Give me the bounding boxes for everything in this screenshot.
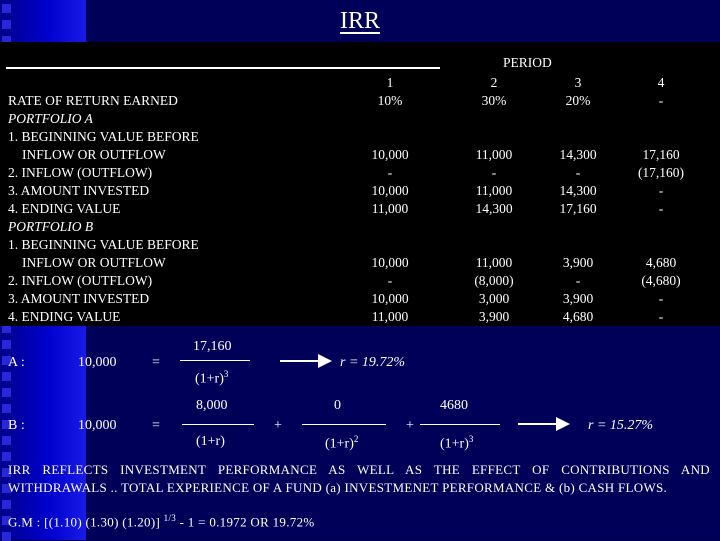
portfolio-b-inflow-p4: (4,680) — [641, 273, 681, 288]
decorative-square — [2, 340, 11, 349]
portfolio-a-ending-p1: 11,000 — [371, 201, 409, 216]
formula-b-result: r = 15.27% — [588, 418, 654, 433]
decorative-square — [2, 436, 11, 445]
formula-a-exponent: 3 — [223, 369, 229, 379]
table-top-rule — [6, 67, 440, 69]
period-1-header: 1 — [386, 75, 394, 90]
portfolio-b-inflow-p1: - — [387, 273, 393, 288]
portfolio-a-invested-p4: - — [658, 183, 664, 198]
gm-suffix: - 1 = 0.1972 OR 19.72% — [176, 514, 315, 530]
portfolio-b-row-4-label: 4. ENDING VALUE — [8, 309, 121, 324]
decorative-square — [2, 500, 11, 509]
formula-a-numerator: 17,160 — [193, 339, 232, 354]
rate-period-3: 20% — [565, 93, 591, 108]
portfolio-b-row-2-label: 2. INFLOW (OUTFLOW) — [8, 273, 153, 288]
formula-b-term2-numerator: 0 — [334, 398, 341, 413]
arrow-right-icon — [518, 415, 570, 433]
formula-b-label: B : — [8, 418, 25, 433]
portfolio-a-invested-p1: 10,000 — [371, 183, 409, 198]
portfolio-a-ending-p3: 17,160 — [559, 201, 597, 216]
decorative-square — [2, 372, 11, 381]
portfolio-b-ending-p3: 4,680 — [562, 309, 594, 324]
period-3-header: 3 — [574, 75, 582, 90]
portfolio-b-beginning-p2: 11,000 — [475, 255, 513, 270]
arrow-right-icon — [280, 352, 332, 370]
formula-a-present-value: 10,000 — [78, 355, 117, 370]
rate-period-4: - — [658, 93, 664, 108]
portfolio-b-invested-p1: 10,000 — [371, 291, 409, 306]
portfolio-b-row-1-label: 1. BEGINNING VALUE BEFORE — [8, 237, 199, 252]
portfolio-b-beginning-p4: 4,680 — [645, 255, 677, 270]
decorative-square — [2, 388, 11, 397]
formula-b-term2-exponent: 2 — [353, 434, 359, 444]
portfolio-a-beginning-p2: 11,000 — [475, 147, 513, 162]
portfolio-a-beginning-p1: 10,000 — [371, 147, 409, 162]
portfolio-a-label: PORTFOLIO A — [8, 111, 93, 126]
portfolio-b-label: PORTFOLIO B — [8, 219, 94, 234]
portfolio-b-row-1-label-cont: INFLOW OR OUTFLOW — [22, 255, 166, 270]
portfolio-a-inflow-p2: - — [491, 165, 497, 180]
formula-a-denominator-group — [195, 369, 228, 388]
formula-b-term3-bar — [420, 424, 500, 425]
formula-b-plus-1: + — [274, 418, 282, 433]
portfolio-a-ending-p2: 14,300 — [475, 201, 513, 216]
portfolio-b-invested-p3: 3,900 — [562, 291, 594, 306]
portfolio-a-row-1-label: 1. BEGINNING VALUE BEFORE — [8, 129, 199, 144]
formula-b-equals: = — [152, 418, 160, 433]
portfolio-a-ending-p4: - — [658, 201, 664, 216]
formula-b-term3-exponent: 3 — [468, 434, 474, 444]
formula-b-present-value: 10,000 — [78, 418, 117, 433]
formula-b-term1-denominator: (1+r) — [196, 434, 225, 449]
portfolio-b-ending-p2: 3,900 — [478, 309, 510, 324]
period-4-header: 4 — [657, 75, 665, 90]
formula-a-result: r = 19.72% — [340, 355, 406, 370]
rate-period-2: 30% — [481, 93, 507, 108]
slide-title: IRR — [339, 8, 380, 34]
formula-b-term1-numerator: 8,000 — [196, 398, 228, 413]
gm-prefix: G.M : [(1.10) (1.30) (1.20)] — [8, 514, 161, 530]
formula-b-term1-bar — [182, 424, 254, 425]
portfolio-b-invested-p2: 3,000 — [478, 291, 510, 306]
portfolio-a-beginning-p4: 17,160 — [642, 147, 680, 162]
geometric-mean-line — [8, 513, 315, 530]
formula-b-term3-numerator: 4680 — [440, 398, 468, 413]
portfolio-b-row-3-label: 3. AMOUNT INVESTED — [8, 291, 150, 306]
portfolio-b-beginning-p3: 3,900 — [562, 255, 594, 270]
portfolio-b-inflow-p2: (8,000) — [474, 273, 514, 288]
portfolio-a-beginning-p3: 14,300 — [559, 147, 597, 162]
portfolio-a-invested-p3: 14,300 — [559, 183, 597, 198]
portfolio-a-inflow-p1: - — [387, 165, 393, 180]
portfolio-b-ending-p1: 11,000 — [371, 309, 409, 324]
decorative-square — [2, 404, 11, 413]
period-header: PERIOD — [503, 55, 552, 70]
formula-a-denominator: (1+r) — [195, 371, 224, 387]
portfolio-a-row-1-label-cont: INFLOW OR OUTFLOW — [22, 147, 166, 162]
footer-explanation: IRR REFLECTS INVESTMENT PERFORMANCE AS WELL AS THE EFFECT OF CONTRIBUTIONS AND WITHDRAWALS .. TOTAL EXPERIENCE OF A FUND (a) INVESTMENET PERFORMANCE & (b) CASH FLOWS. — [8, 462, 710, 495]
decorative-square — [2, 452, 11, 461]
rate-label: RATE OF RETURN EARNED — [8, 93, 178, 108]
portfolio-a-inflow-p4: (17,160) — [637, 165, 685, 180]
rate-period-1: 10% — [377, 93, 403, 108]
portfolio-b-invested-p4: - — [658, 291, 664, 306]
formula-b-term2-denominator: (1+r) — [325, 436, 354, 452]
formula-b-term3-denominator: (1+r) — [440, 436, 469, 452]
formula-a-fraction-bar — [180, 360, 250, 361]
portfolio-b-beginning-p1: 10,000 — [371, 255, 409, 270]
period-2-header: 2 — [490, 75, 498, 90]
portfolio-b-inflow-p3: - — [575, 273, 581, 288]
portfolio-a-row-4-label: 4. ENDING VALUE — [8, 201, 121, 216]
portfolio-a-invested-p2: 11,000 — [475, 183, 513, 198]
portfolio-a-row-3-label: 3. AMOUNT INVESTED — [8, 183, 150, 198]
portfolio-a-inflow-p3: - — [575, 165, 581, 180]
portfolio-b-ending-p4: - — [658, 309, 664, 324]
formula-b-term2-bar — [302, 424, 386, 425]
formula-b-term2-denominator-group — [325, 434, 358, 453]
formula-b-plus-2: + — [406, 418, 414, 433]
formula-a-equals: = — [152, 355, 160, 370]
portfolio-a-row-2-label: 2. INFLOW (OUTFLOW) — [8, 165, 153, 180]
formula-a-label: A : — [8, 355, 25, 370]
formula-b-term3-denominator-group — [440, 434, 473, 453]
gm-exponent: 1/3 — [163, 513, 177, 523]
